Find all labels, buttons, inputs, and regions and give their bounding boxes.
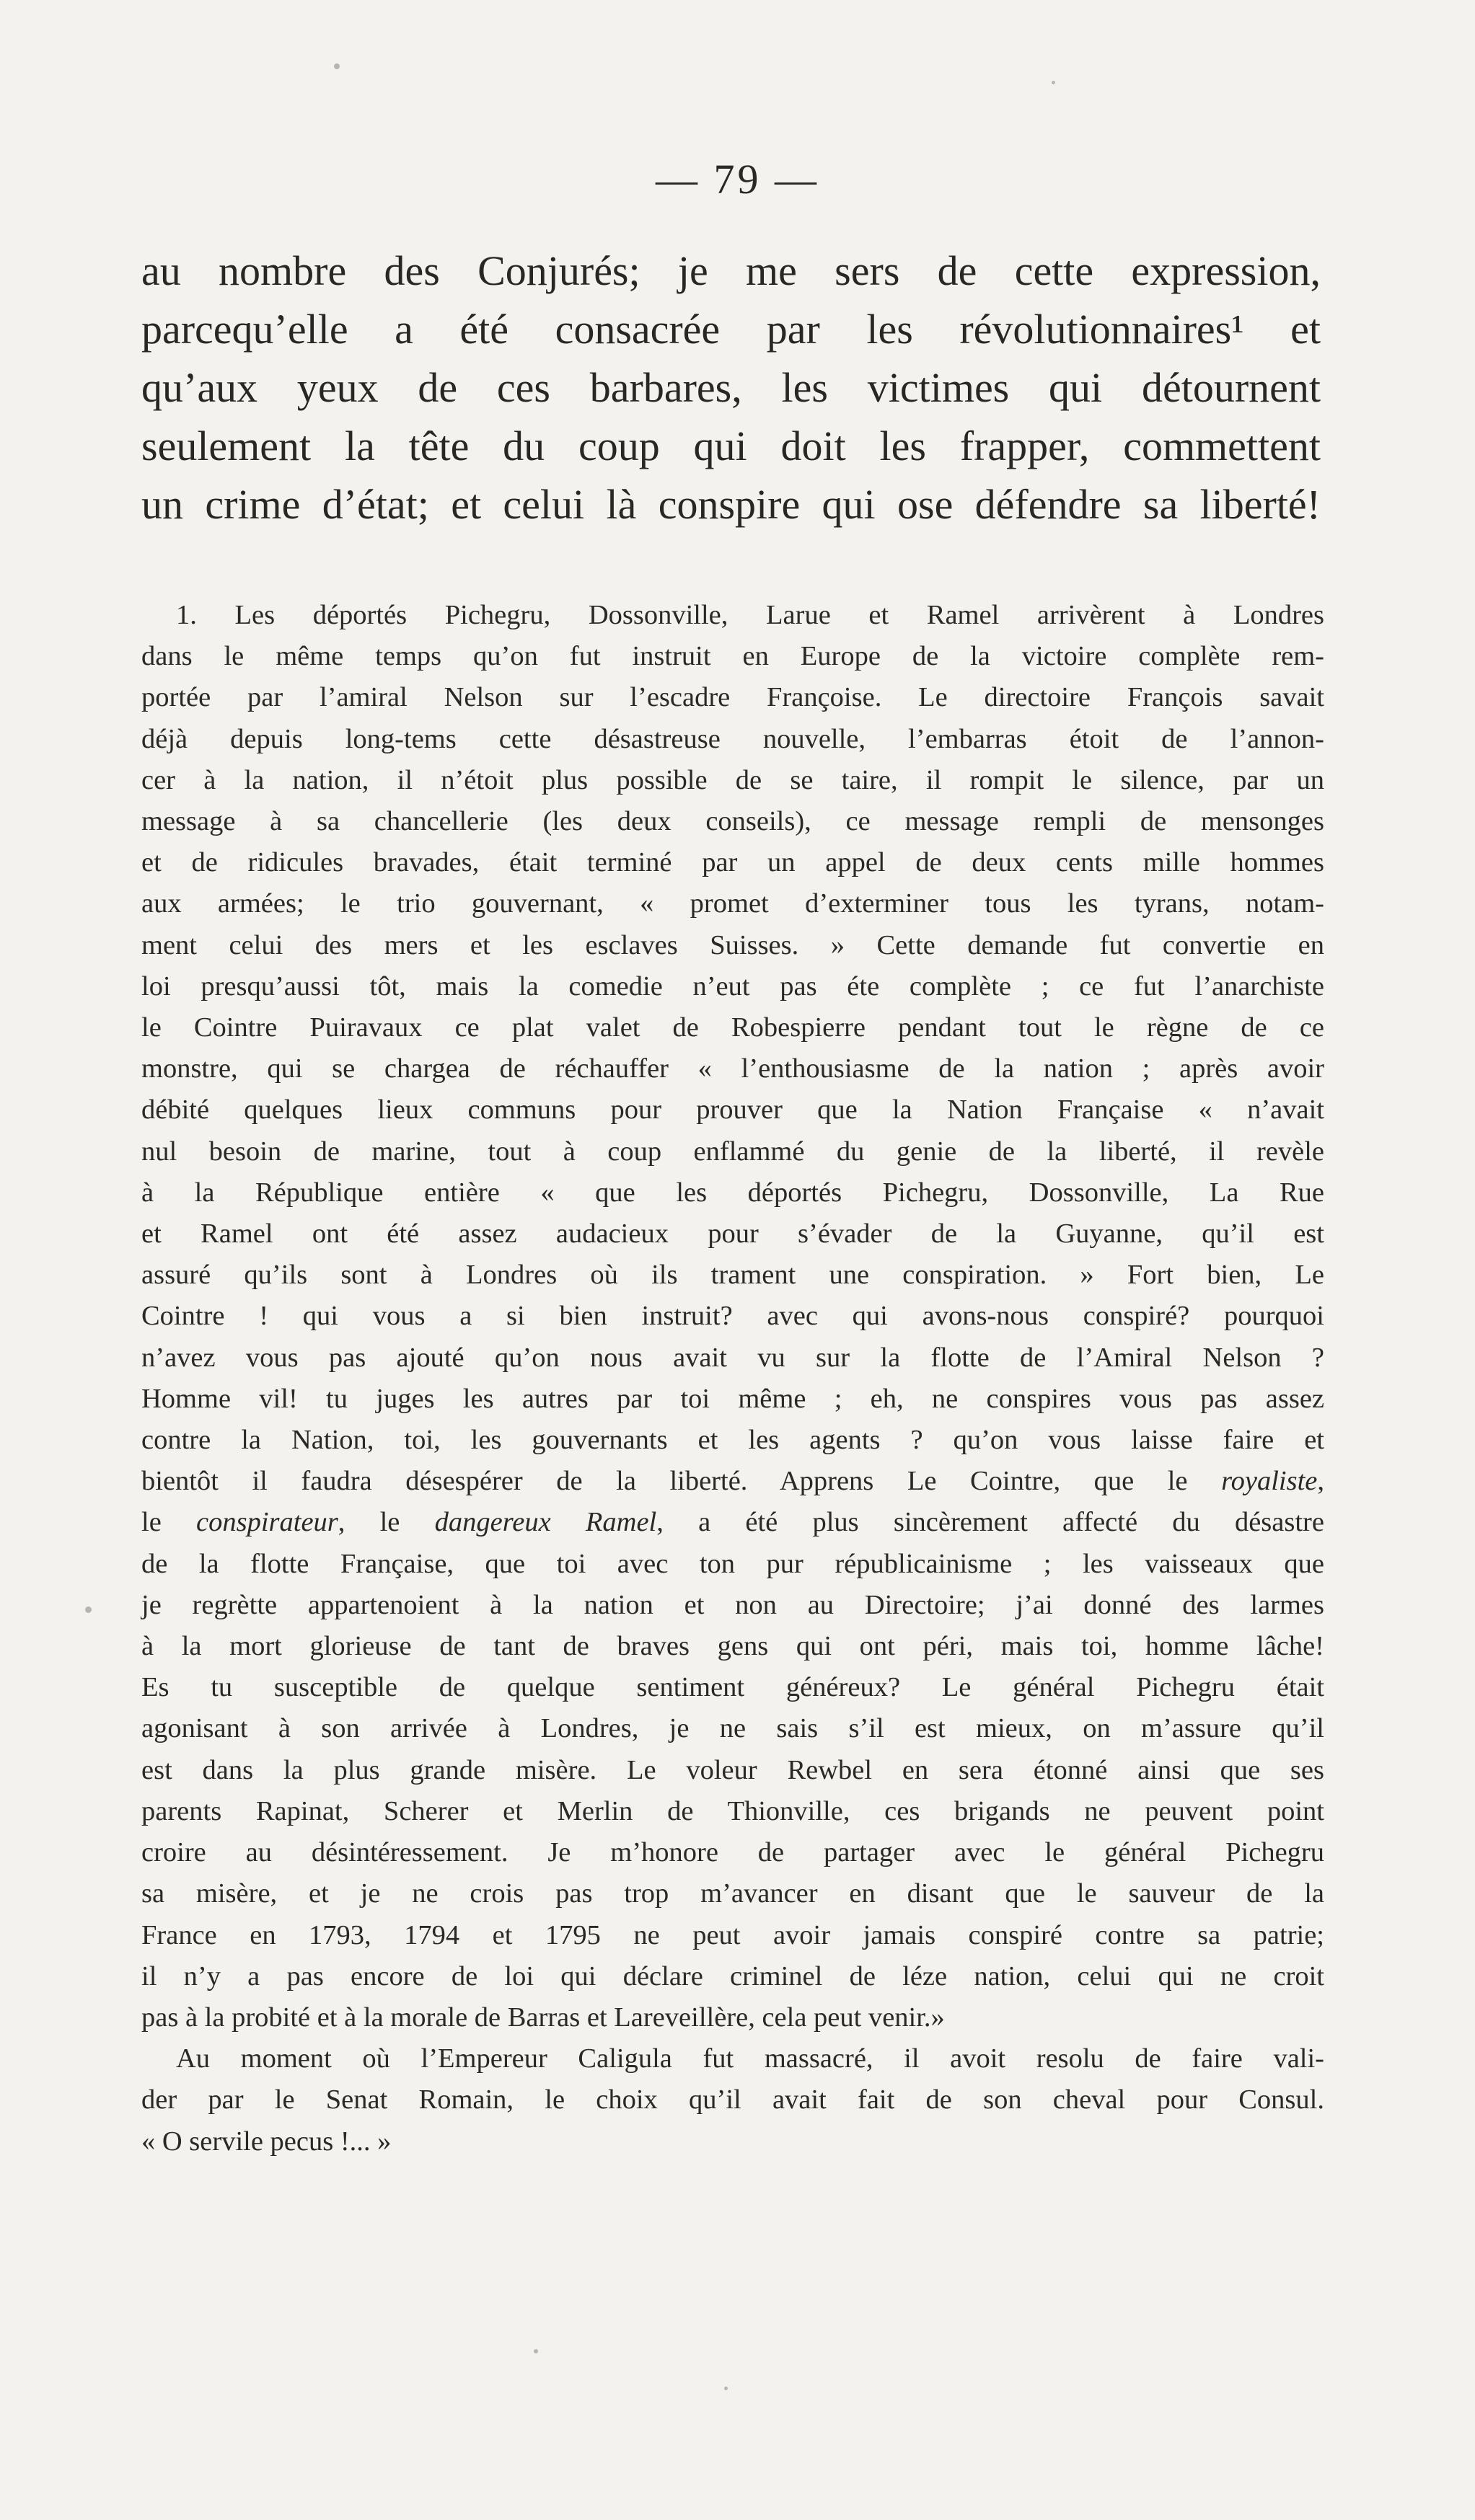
paper-speck [724, 2387, 728, 2390]
italic-term: dangereux Ramel [434, 1507, 657, 1538]
footnote-line: France en 1793, 1794 et 1795 ne peut avoir jamais conspiré contre sa patrie; [141, 1919, 1324, 1950]
footnote-line: je regrètte appartenoient à la nation et non au Directoire; j’ai donné des larmes [141, 1589, 1324, 1620]
main-text-line: qu’aux yeux de ces barbares, les victimes qui détournent [141, 364, 1321, 411]
main-text-line: un crime d’état; et celui là conspire qui ose défendre sa liberté! [141, 481, 1321, 528]
footnote-line: et Ramel ont été assez audacieux pour s’évader de la Guyanne, qu’il est [141, 1219, 1324, 1250]
footnote-line: loi presqu’aussi tôt, mais la comedie n’eut pas éte complète ; ce fut l’anarchiste [141, 971, 1324, 1002]
footnote-line: contre la Nation, toi, les gouvernants et les agents ? qu’on vous laisse faire et [141, 1425, 1324, 1456]
footnote-line: et de ridicules bravades, était terminé par un appel de deux cents mille hommes [141, 847, 1324, 878]
footnote-line [141, 1461, 1324, 1502]
footnote-line: aux armées; le trio gouvernant, « promet d’exterminer tous les tyrans, notam- [141, 888, 1324, 919]
footnote-line: il n’y a pas encore de loi qui déclare criminel de léze nation, celui qui ne croit [141, 1960, 1324, 1991]
footnote-text: , [1317, 1466, 1324, 1497]
footnote-line: assuré qu’ils sont à Londres où ils trament une conspiration. » Fort bien, Le [141, 1260, 1324, 1291]
footnote-line: croire au désintéressement. Je m’honore de partager avec le général Pichegru [141, 1837, 1324, 1868]
footnote-line: « O servile pecus !... » [141, 2126, 392, 2157]
footnote-line: der par le Senat Romain, le choix qu’il avait fait de son cheval pour Consul. [141, 2084, 1324, 2116]
footnote-line: monstre, qui se chargea de réchauffer « l’enthousiasme de la nation ; après avoir [141, 1053, 1324, 1084]
footnote-line: débité quelques lieux communs pour prouver que la Nation Française « n’avait [141, 1095, 1324, 1126]
footnote-line: à la République entière « que les déportés Pichegru, Dossonville, La Rue [141, 1177, 1324, 1208]
main-text-line: seulement la tête du coup qui doit les frapper, commettent [141, 423, 1321, 469]
main-text-line: au nombre des Conjurés; je me sers de cette expression, [141, 247, 1321, 294]
main-paragraph [141, 242, 1321, 534]
footnote-text: le [141, 1507, 196, 1538]
page-number: — 79 — [656, 156, 819, 203]
footnote-line: est dans la plus grande misère. Le voleur Rewbel en sera étonné ainsi que ses [141, 1754, 1324, 1785]
footnote-line: Au moment où l’Empereur Caligula fut massacré, il avoit resolu de faire vali- [176, 2043, 1324, 2074]
footnote-line: Cointre ! qui vous a si bien instruit? avec qui avons-nous conspiré? pourquoi [141, 1301, 1324, 1332]
footnote-line: dans le même temps qu’on fut instruit en Europe de la victoire complète rem- [141, 641, 1324, 672]
footnote-line: cer à la nation, il n’étoit plus possible de se taire, il rompit le silence, par un [141, 764, 1324, 795]
footnote-line: le Cointre Puiravaux ce plat valet de Robespierre pendant tout le règne de ce [141, 1012, 1324, 1043]
paper-speck [534, 2349, 538, 2353]
footnote-line: portée par l’amiral Nelson sur l’escadre Françoise. Le directoire François savait [141, 682, 1324, 713]
footnote-line: Es tu susceptible de quelque sentiment généreux? Le général Pichegru était [141, 1672, 1324, 1703]
paper-speck [334, 63, 340, 69]
footnote-line: parents Rapinat, Scherer et Merlin de Thionville, ces brigands ne peuvent point [141, 1795, 1324, 1826]
footnote-text: , a été plus sincèrement affecté du désastre [656, 1507, 1324, 1538]
italic-term: conspirateur [196, 1507, 338, 1538]
footnote-text: bientôt il faudra désespérer de la liberté. Apprens Le Cointre, que le [141, 1466, 1222, 1497]
footnote-line: à la mort glorieuse de tant de braves gens qui ont péri, mais toi, homme lâche! [141, 1631, 1324, 1662]
footnote-text: , le [338, 1507, 435, 1538]
footnote-line: nul besoin de marine, tout à coup enflammé du genie de la liberté, il revèle [141, 1136, 1324, 1167]
paper-speck [85, 1606, 92, 1613]
footnote-line: Homme vil! tu juges les autres par toi même ; eh, ne conspires vous pas assez [141, 1383, 1324, 1414]
footnote-line: 1. Les déportés Pichegru, Dossonville, Larue et Ramel arrivèrent à Londres [176, 600, 1324, 630]
footnote-line: de la flotte Française, que toi avec ton pur républicainisme ; les vaisseaux que [141, 1548, 1324, 1579]
footnote-line [141, 1502, 1324, 1543]
footnote [141, 595, 1324, 2162]
paper-speck [1052, 81, 1055, 84]
footnote-line: n’avez vous pas ajouté qu’on nous avait vu sur la flotte de l’Amiral Nelson ? [141, 1342, 1324, 1373]
footnote-line: agonisant à son arrivée à Londres, je ne sais s’il est mieux, on m’assure qu’il [141, 1713, 1324, 1744]
footnote-line: sa misère, et je ne crois pas trop m’avancer en disant que le sauveur de la [141, 1878, 1324, 1909]
main-text-line: parcequ’elle a été consacrée par les révolutionnaires¹ et [141, 306, 1321, 353]
footnote-line: ment celui des mers et les esclaves Suisses. » Cette demande fut convertie en [141, 929, 1324, 960]
footnote-line: déjà depuis long-tems cette désastreuse nouvelle, l’embarras étoit de l’annon- [141, 723, 1324, 754]
italic-term: royaliste [1221, 1466, 1318, 1497]
footnote-line: pas à la probité et à la morale de Barras et Lareveillère, cela peut venir.» [141, 2002, 945, 2033]
footnote-line: message à sa chancellerie (les deux conseils), ce message rempli de mensonges [141, 806, 1324, 837]
